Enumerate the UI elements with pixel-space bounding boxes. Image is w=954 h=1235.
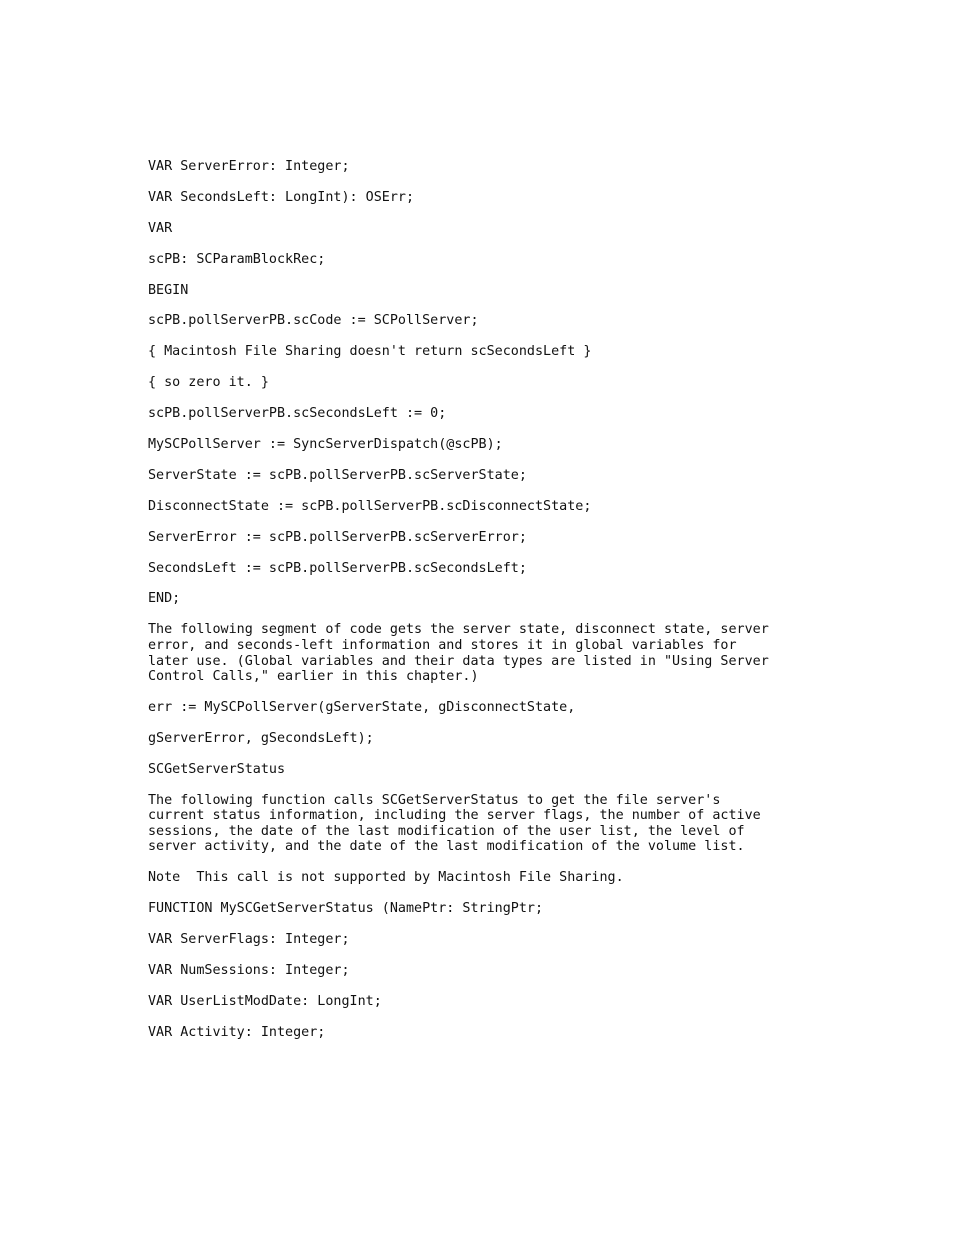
paragraph-line: sessions, the date of the last modification of the user list, the level of [148,823,745,839]
paragraph-line: error, and seconds-left information and stores it in global variables for [148,637,737,653]
code-line: END; [148,591,181,607]
code-line: scPB.pollServerPB.scCode := SCPollServer; [148,313,479,329]
code-line: gServerError, gSecondsLeft); [148,730,374,746]
code-line: VAR Activity: Integer; [148,1024,326,1040]
paragraph-line: Control Calls," earlier in this chapter.) [148,669,479,685]
code-line: VAR SecondsLeft: LongInt): OSErr; [148,189,415,205]
code-comment: { so zero it. } [148,375,269,391]
code-line: scPB.pollServerPB.scSecondsLeft := 0; [148,406,447,422]
paragraph-line: The following function calls SCGetServerStatus to get the file server's [148,792,721,808]
body-paragraph [148,622,828,684]
paragraph-line: server activity, and the date of the last modification of the volume list. [148,839,745,855]
document-page [148,159,828,1056]
code-line: SecondsLeft := scPB.pollServerPB.scSecondsLeft; [148,560,527,576]
code-line: BEGIN [148,282,189,298]
code-line: VAR ServerFlags: Integer; [148,932,350,948]
code-line: ServerState := scPB.pollServerPB.scServerState; [148,467,527,483]
paragraph-line: The following segment of code gets the server state, disconnect state, server [148,622,769,638]
code-line: VAR ServerError: Integer; [148,159,350,174]
code-line: VAR [148,220,173,236]
paragraph-line: later use. (Global variables and their data types are listed in "Using Server [148,653,769,669]
code-line: scPB: SCParamBlockRec; [148,251,326,267]
code-line: DisconnectState := scPB.pollServerPB.scDisconnectState; [148,498,592,514]
code-line: FUNCTION MySCGetServerStatus (NamePtr: StringPtr; [148,901,544,917]
code-line: err := MySCPollServer(gServerState, gDisconnectState, [148,700,576,716]
paragraph-line: current status information, including the server flags, the number of active [148,808,761,824]
section-heading: SCGetServerStatus [148,761,286,777]
code-line: MySCPollServer := SyncServerDispatch(@scPB); [148,437,503,453]
note-line: Note This call is not supported by Macintosh File Sharing. [148,870,624,886]
code-line: VAR UserListModDate: LongInt; [148,993,382,1009]
code-comment: { Macintosh File Sharing doesn't return scSecondsLeft } [148,344,592,360]
code-line: VAR NumSessions: Integer; [148,963,350,979]
code-line: ServerError := scPB.pollServerPB.scServerError; [148,529,527,545]
body-paragraph [148,793,828,855]
